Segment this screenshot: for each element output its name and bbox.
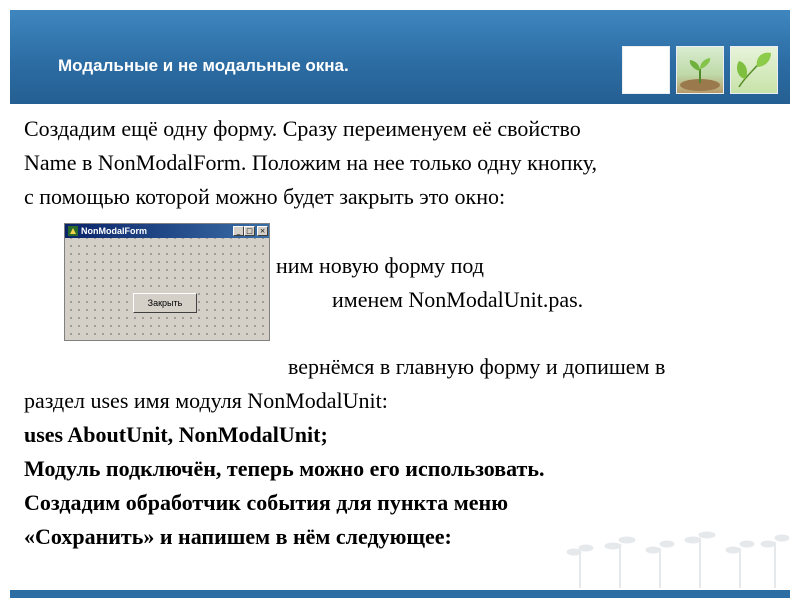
leaf-photo-icon (730, 46, 778, 94)
body-line: именем NonModalUnit.pas. (332, 287, 584, 312)
app-form-icon (68, 226, 78, 236)
slide-title: Модальные и не модальные окна. (58, 56, 349, 75)
form-titlebar (65, 224, 269, 238)
nonmodal-form-preview (64, 223, 270, 341)
body-line: с помощью которой можно будет закрыть это окно: (24, 184, 506, 209)
body-bold-line: «Сохранить» и напишем в нём следующее: (24, 524, 452, 549)
slide-header (10, 10, 790, 104)
body-bold-line: Создадим обработчик события для пункта меню (24, 490, 509, 515)
minimize-button[interactable]: _ (233, 226, 244, 236)
body-line: Создадим ещё одну форму. Сразу переименуем её свойство (24, 116, 581, 141)
close-window-button[interactable]: × (257, 226, 268, 236)
sprout-photo-icon (676, 46, 724, 94)
body-line: раздел uses имя модуля NonModalUnit: (24, 388, 388, 413)
form-title: NonModalForm (81, 226, 147, 236)
code-line: uses AboutUnit, NonModalUnit; (24, 422, 328, 447)
blank-photo-thumbnail (622, 46, 670, 94)
footer-band (10, 590, 790, 598)
body-line: ним новую форму под (276, 253, 484, 278)
close-form-button[interactable]: Закрыть (133, 293, 197, 313)
decorative-plants (560, 518, 790, 588)
maximize-button[interactable]: □ (244, 226, 255, 236)
body-line: Name в NonModalForm. Положим на нее только одну кнопку, (24, 150, 598, 175)
body-line: вернёмся в главную форму и допишем в (288, 354, 666, 379)
body-bold-line: Модуль подключён, теперь можно его использовать. (24, 456, 545, 481)
